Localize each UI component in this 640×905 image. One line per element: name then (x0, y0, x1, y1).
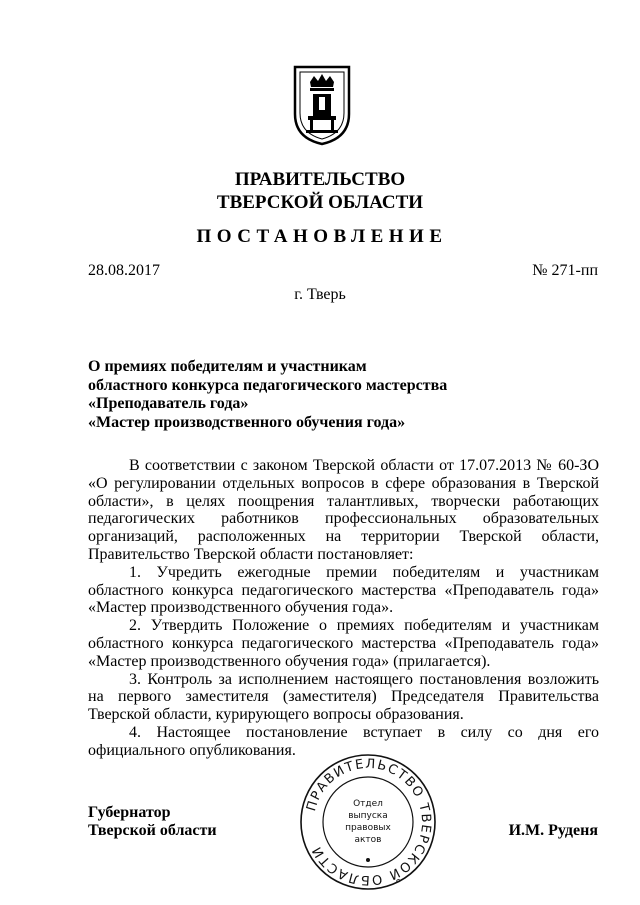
stamp-center-line: правовых (345, 823, 391, 833)
signatory-name: И.М. Руденя (508, 822, 598, 839)
document-body (88, 457, 599, 760)
signatory-title-line-1: Губернатор (88, 804, 171, 821)
org-name-line-2: ТВЕРСКОЙ ОБЛАСТИ (216, 192, 424, 213)
body-paragraph-3: 3. Контроль за исполнением настоящего постановления возложить на первого заместителя (заместителя) Председателя Правительства Тверской области, курирующего вопросы образования. (88, 670, 599, 724)
stamp-center-line: Отдел (353, 799, 383, 809)
body-paragraph-preamble: В соответствии с законом Тверской области от 17.07.2013 № 60-ЗО «О регулировании отдельных вопросов в сфере образования в Тверской области», в целях поощрения талантливых, творчески работающих педагогических работников профессиональных образовательных организаций, расположенных на территории Тверской области, Правительство Тверской области постановляет: (88, 457, 599, 563)
body-paragraph-1: 1. Учредить ежегодные премии победителям и участникам областного конкурса педагогического мастерства «Преподаватель года» «Мастер производственного обучения года». (88, 563, 599, 617)
document-city: г. Тверь (294, 286, 346, 303)
document-date: 28.08.2017 (88, 262, 160, 279)
subject-line: «Мастер производственного обучения года» (88, 413, 406, 431)
signatory-title-line-2: Тверской области (88, 822, 217, 839)
stamp-dot (366, 858, 370, 862)
coat-of-arms-emblem (292, 64, 352, 146)
body-paragraph-4: 4. Настоящее постановление вступает в силу со дня его официального опубликования. (88, 723, 599, 759)
document-subject (88, 358, 508, 432)
document-type-title: ПОСТАНОВЛЕНИЕ (196, 226, 448, 247)
body-paragraph-2: 2. Утвердить Положение о премиях победителям и участникам областного конкурса педагогического мастерства «Преподаватель года» «Мастер производственного обучения года» (прилагается). (88, 617, 599, 670)
subject-line: О премиях победителям и участникам (88, 358, 367, 375)
stamp-ring-text: ПРАВИТЕЛЬСТВО ТВЕРСКОЙ ОБЛАСТИ (304, 756, 434, 888)
document-number: № 271-пп (532, 262, 598, 279)
signatory-title (88, 804, 217, 840)
official-stamp (298, 752, 438, 892)
org-name-line-1: ПРАВИТЕЛЬСТВО (234, 169, 406, 190)
stamp-center-line: выпуска (348, 811, 388, 821)
subject-line: областного конкурса педагогического мастерства (88, 376, 448, 394)
subject-line: «Преподаватель года» (88, 395, 249, 412)
stamp-center-line: актов (354, 835, 382, 845)
